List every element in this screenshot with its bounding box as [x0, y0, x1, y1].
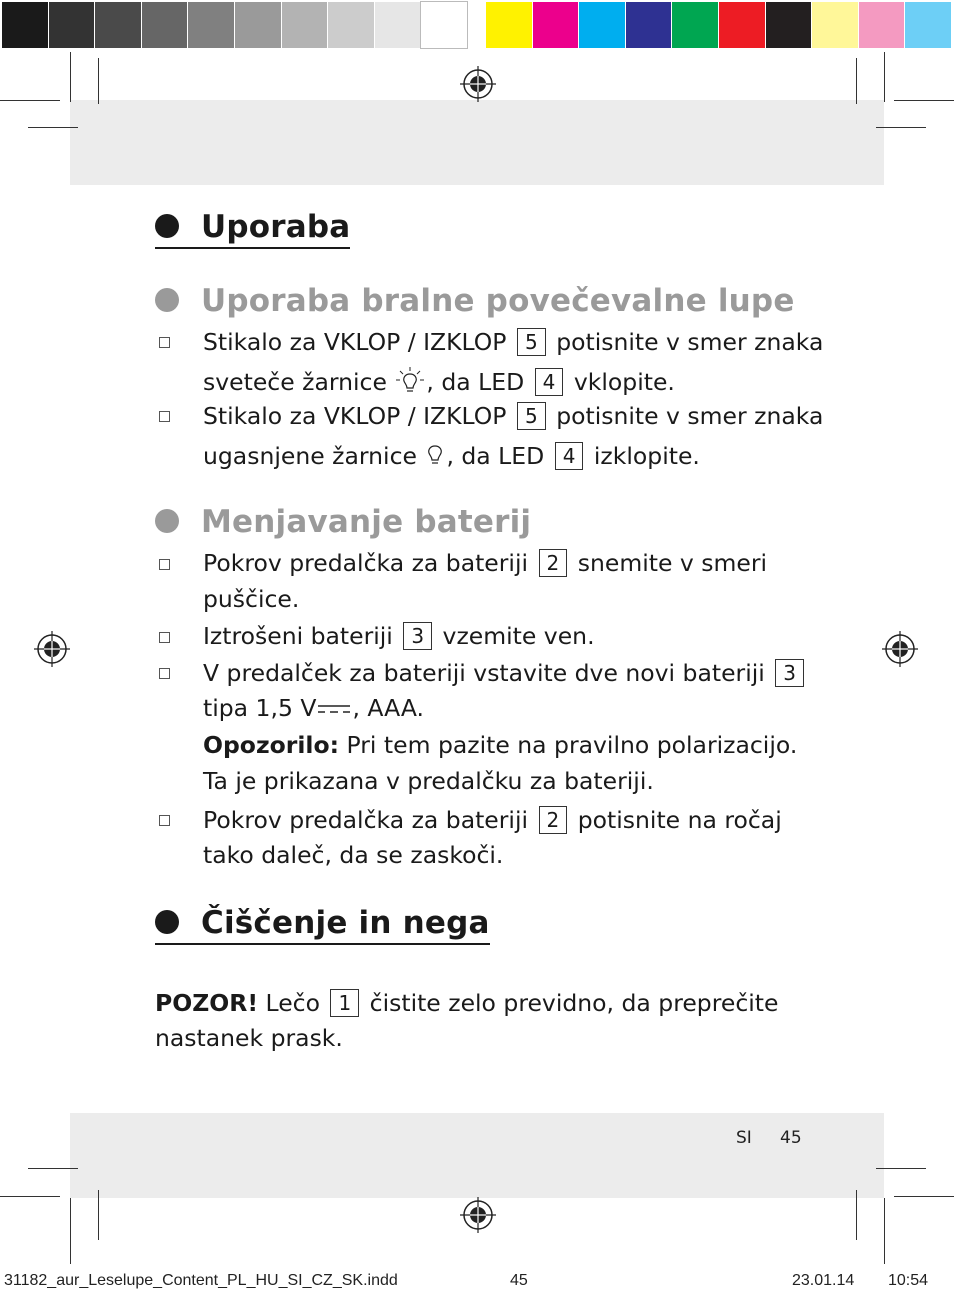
crop-mark	[876, 127, 926, 128]
crop-mark	[98, 1190, 99, 1240]
text: ugasnjene žarnice	[203, 442, 417, 470]
bullet-dot-icon	[155, 509, 179, 533]
ref-number-box: 2	[539, 549, 568, 577]
ref-number-box: 2	[539, 806, 568, 834]
crop-mark	[70, 1198, 71, 1264]
process-color-swatch	[672, 2, 718, 48]
checkbox-bullet-icon	[159, 632, 170, 643]
slug-page: 45	[510, 1272, 528, 1289]
footer-page-number: 45	[780, 1128, 802, 1148]
batteries-line-4	[203, 660, 807, 688]
crop-mark	[0, 1196, 60, 1197]
process-color-swatch	[859, 2, 905, 48]
heading-text: Menjavanje baterij	[201, 504, 532, 540]
grey-swatch	[95, 2, 141, 48]
checkbox-bullet-icon	[159, 815, 170, 826]
grey-swatch	[188, 2, 234, 48]
slug-time: 10:54	[888, 1272, 929, 1289]
batteries-line-1	[203, 550, 767, 578]
bullet-dot-icon	[155, 910, 179, 934]
ref-number-box: 1	[330, 989, 359, 1017]
crop-mark	[70, 52, 71, 102]
unlit-bulb-icon	[424, 440, 446, 470]
registration-mark-icon	[880, 629, 920, 669]
warning-label: Opozorilo:	[203, 731, 340, 759]
process-color-swatch	[719, 2, 765, 48]
grey-swatch	[235, 2, 281, 48]
batteries-line-9: tako daleč, da se zaskoči.	[203, 841, 504, 869]
heading-text: Uporaba bralne povečevalne lupe	[201, 283, 795, 319]
batteries-line-7: Ta je prikazana v predalčku za bateriji.	[203, 767, 654, 795]
ref-number-box: 4	[555, 442, 584, 470]
batteries-warning	[203, 731, 798, 759]
heading-text: Uporaba	[201, 209, 351, 245]
cleaning-line-1	[155, 990, 778, 1018]
checkbox-bullet-icon	[159, 559, 170, 570]
caution-label: POZOR!	[155, 989, 259, 1017]
text: Pokrov predalčka za bateriji	[203, 806, 529, 834]
batteries-line-5	[203, 694, 424, 722]
checkbox-bullet-icon	[159, 337, 170, 348]
batteries-line-2: puščice.	[203, 585, 300, 613]
checkbox-bullet-icon	[159, 668, 170, 679]
crop-mark	[28, 127, 78, 128]
text: snemite v smeri	[577, 549, 768, 577]
crop-mark	[884, 52, 885, 102]
grey-swatch	[328, 2, 374, 48]
crop-mark	[876, 1168, 926, 1169]
text: Iztrošeni bateriji	[203, 622, 393, 650]
text: tipa 1,5 V	[203, 694, 317, 722]
bullet-dot-icon	[155, 214, 179, 238]
text: Pri tem pazite na pravilno polarizacijo.	[346, 731, 798, 759]
batteries-line-8	[203, 807, 782, 835]
ref-number-box: 5	[517, 402, 546, 430]
process-color-swatch	[812, 2, 858, 48]
heading-cleaning	[155, 905, 490, 945]
text: vzemite ven.	[442, 622, 595, 650]
bullet-dot-icon	[155, 288, 179, 312]
grey-swatch	[421, 2, 467, 48]
registration-mark-icon	[458, 64, 498, 104]
checkbox-bullet-icon	[159, 411, 170, 422]
ref-number-box: 3	[775, 659, 804, 687]
crop-mark	[28, 1168, 78, 1169]
process-color-swatch	[486, 2, 532, 48]
crop-mark	[856, 58, 857, 104]
crop-mark	[894, 100, 954, 101]
registration-mark-icon	[32, 629, 72, 669]
slug-filename: 31182_aur_Leselupe_Content_PL_HU_SI_CZ_SK.indd	[4, 1272, 398, 1289]
grey-swatch	[2, 2, 48, 48]
batteries-line-3	[203, 623, 595, 651]
process-color-swatch	[905, 2, 951, 48]
lit-bulb-icon	[394, 366, 426, 396]
ref-number-box: 4	[535, 368, 564, 396]
heading-uporaba	[155, 209, 351, 249]
crop-mark	[0, 100, 60, 101]
ref-number-box: 3	[403, 622, 432, 650]
text: vklopite.	[573, 368, 675, 396]
text: Stikalo za VKLOP / IZKLOP	[203, 328, 507, 356]
magnifier-line-2	[203, 366, 675, 397]
magnifier-line-4	[203, 440, 700, 471]
crop-mark	[894, 1196, 954, 1197]
cleaning-line-2: nastanek prask.	[155, 1024, 343, 1052]
text: , da LED	[446, 442, 545, 470]
text: Stikalo za VKLOP / IZKLOP	[203, 402, 507, 430]
process-color-swatch	[579, 2, 625, 48]
grey-swatch	[49, 2, 95, 48]
heading-magnifier	[155, 283, 795, 319]
text: Lečo	[265, 989, 320, 1017]
text: sveteče žarnice	[203, 368, 387, 396]
process-color-swatch	[766, 2, 812, 48]
text: izklopite.	[593, 442, 700, 470]
dc-voltage-symbol-icon	[316, 699, 352, 717]
text: potisnite na ročaj	[577, 806, 782, 834]
text: čistite zelo previdno, da preprečite	[369, 989, 779, 1017]
heading-text: Čiščenje in nega	[201, 905, 490, 941]
crop-mark	[884, 1198, 885, 1264]
color-calibration-bar	[0, 0, 954, 50]
crop-mark	[98, 58, 99, 104]
grey-swatch	[142, 2, 188, 48]
header-band	[70, 100, 884, 185]
text: potisnite v smer znaka	[556, 402, 824, 430]
ref-number-box: 5	[517, 328, 546, 356]
magnifier-line-3	[203, 403, 823, 431]
footer-band	[70, 1113, 884, 1198]
registration-mark-icon	[458, 1195, 498, 1235]
process-color-swatch	[626, 2, 672, 48]
text: , AAA.	[352, 694, 424, 722]
heading-batteries	[155, 504, 532, 540]
process-color-swatch	[533, 2, 579, 48]
text: potisnite v smer znaka	[556, 328, 824, 356]
grey-swatch	[375, 2, 421, 48]
slug-date: 23.01.14	[792, 1272, 855, 1289]
text: , da LED	[426, 368, 525, 396]
text: V predalček za bateriji vstavite dve novi bateriji	[203, 659, 765, 687]
magnifier-line-1	[203, 329, 823, 357]
footer-language: SI	[736, 1128, 752, 1148]
crop-mark	[856, 1190, 857, 1240]
text: Pokrov predalčka za bateriji	[203, 549, 529, 577]
grey-swatch	[282, 2, 328, 48]
